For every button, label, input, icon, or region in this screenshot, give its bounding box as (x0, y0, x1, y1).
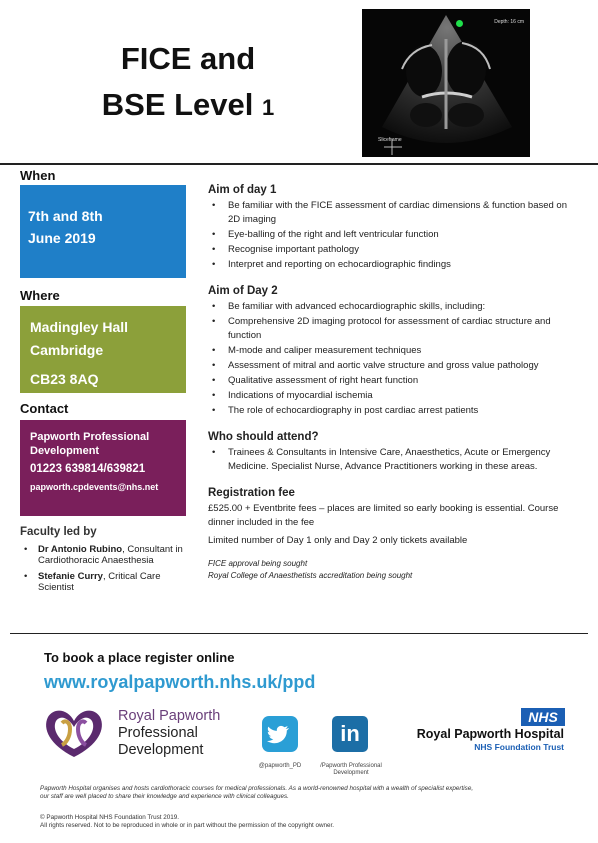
footer-blurb: Papworth Hospital organises and hosts cardiothoracic courses for medical professionals. As a world-renowned hospital with a wealth of specialist expertise, our staff are well placed to share their knowledge and experience with clinical colleagues. (40, 785, 474, 800)
twitter-handle[interactable]: @papworth_PD (258, 763, 302, 769)
rcoa-note: Royal College of Anaesthetists accreditation being sought (208, 571, 413, 580)
echo-scan-icon (362, 9, 530, 157)
list-item: • Eye-balling of the right and left ventricular function (208, 228, 580, 242)
contact-heading: Contact (20, 401, 69, 416)
day2-heading: Aim of Day 2 (208, 285, 278, 297)
linkedin-label[interactable]: /Papworth Professional Development (320, 763, 382, 776)
poster-title (68, 36, 308, 131)
faculty-heading: Faculty led by (20, 526, 97, 538)
royal-papworth-wordmark (118, 708, 220, 759)
when-box (20, 185, 186, 278)
list-item: • M-mode and caliper measurement techniques (208, 344, 580, 358)
day1-list (208, 199, 580, 272)
list-item: • Trainees & Consultants in Intensive Care, Anaesthetics, Acute or Emergency Medicine. Specialist Nurse, Advance Practitioners working in these areas. (208, 446, 580, 474)
echo-slice-label: Sliceframe (378, 137, 402, 143)
list-item: • Be familiar with the FICE assessment of cardiac dimensions & function based on 2D imaging (208, 199, 580, 227)
list-item: • Recognise important pathology (208, 243, 580, 257)
list-item: • Indications of myocardial ischemia (208, 389, 580, 403)
where-heading: Where (20, 288, 60, 303)
contact-phone[interactable]: 01223 639814/639821 (30, 463, 146, 475)
footer-divider (10, 633, 588, 634)
list-item: • Qualitative assessment of right heart function (208, 374, 580, 388)
when-dates: 7th and 8th (28, 208, 103, 224)
twitter-bird-icon (262, 716, 298, 752)
footer-copyright (40, 814, 480, 829)
contact-org: Papworth Professional Development (30, 431, 150, 457)
where-line-1: Madingley Hall (30, 319, 129, 335)
rp-line-2: Professional (118, 725, 198, 741)
when-heading: When (20, 168, 56, 183)
where-line-2: Cambridge (30, 342, 104, 358)
twitter-link[interactable] (262, 716, 298, 752)
booking-url-link[interactable]: www.royalpapworth.nhs.uk/ppd (44, 672, 316, 692)
registration-fee: £525.00 + Eventbrite fees – places are limited so early booking is essential. Course dinner included in the fee (208, 503, 559, 528)
day2-list (208, 300, 580, 418)
registration-tickets: Limited number of Day 1 only and Day 2 only tickets available (208, 535, 468, 546)
list-item: • Comprehensive 2D imaging protocol for assessment of cardiac structure and function (208, 315, 580, 343)
contact-email[interactable]: papworth.cpdevents@nhs.net (30, 482, 159, 492)
nhs-trust-name: NHS Foundation Trust (474, 742, 564, 752)
course-details (208, 183, 580, 582)
accreditation-notes (208, 558, 580, 581)
contact-box (20, 420, 186, 516)
header-divider (0, 163, 598, 165)
faculty-member: • Stefanie Curry, Critical Care Scientist (22, 571, 192, 593)
list-item: • The role of echocardiography in post cardiac arrest patients (208, 404, 580, 418)
linkedin-icon[interactable]: in (332, 716, 368, 752)
nhs-hospital-name: Royal Papworth Hospital (416, 727, 564, 741)
echocardiogram-image (362, 9, 530, 157)
day1-heading: Aim of day 1 (208, 184, 277, 196)
audience-list (208, 446, 580, 474)
copyright-line: © Papworth Hospital NHS Foundation Trust 2019. (40, 814, 180, 821)
royal-papworth-heart-logo-icon (40, 705, 110, 761)
nhs-badge-logo: NHS (521, 708, 565, 726)
registration-heading: Registration fee (208, 487, 295, 499)
echo-marker-dot (456, 20, 463, 27)
fice-note: FICE approval being sought (208, 559, 308, 568)
faculty-list (22, 544, 192, 598)
rights-line: All rights reserved. Not to be reproduced in whole or in part without the permission of the copyright owner. (40, 821, 335, 829)
echo-depth-label: Depth: 16 cm (494, 19, 524, 25)
title-line-2: BSE Level 1 (101, 87, 275, 122)
list-item: • Assessment of mitral and aortic valve structure and gross value pathology (208, 359, 580, 373)
faculty-member: • Dr Antonio Rubino, Consultant in Cardiothoracic Anaesthesia (22, 544, 192, 566)
when-month-year: June 2019 (28, 230, 96, 246)
title-level: 1 (262, 95, 275, 120)
booking-prompt: To book a place register online (44, 650, 235, 665)
where-postcode: CB23 8AQ (30, 371, 99, 387)
list-item: • Interpret and reporting on echocardiographic findings (208, 258, 580, 272)
rp-line-1: Royal Papworth (118, 708, 221, 724)
title-line-1: FICE and (120, 41, 256, 76)
where-box (20, 306, 186, 393)
rp-line-3: Development (118, 742, 204, 758)
list-item: • Be familiar with advanced echocardiographic skills, including: (208, 300, 580, 314)
audience-heading: Who should attend? (208, 431, 319, 443)
